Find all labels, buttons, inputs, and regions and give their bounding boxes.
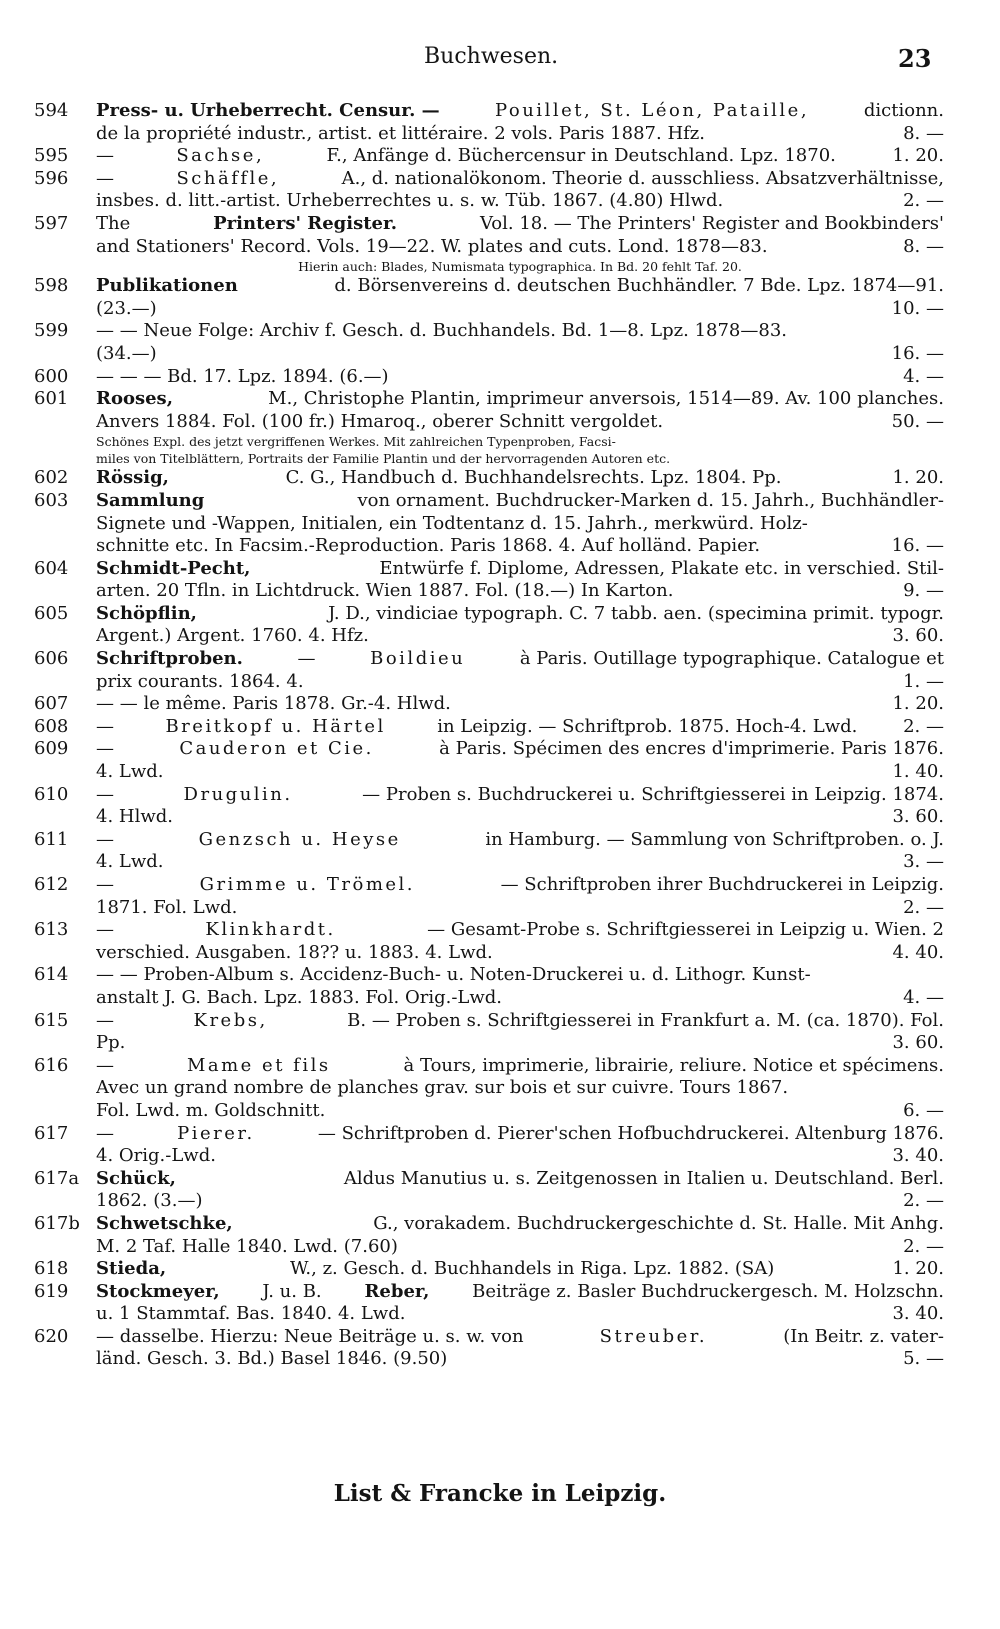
entry-line xyxy=(96,411,944,434)
entry-text: miles von Titelblättern, Portraits der Familie Plantin und der hervorragenden Autoren etc. xyxy=(96,451,671,467)
spaced-name-text: Breitkopf u. Härtel xyxy=(165,715,386,737)
entry-line xyxy=(96,1077,944,1100)
entry-line xyxy=(96,145,944,168)
entry-number: 611 xyxy=(34,828,69,850)
entry-text: 1. 20. xyxy=(892,467,944,489)
entry-line xyxy=(96,1055,944,1078)
entry-text: de la propriété industr., artist. et littéraire. 2 vols. Paris 1887. Hfz. xyxy=(96,122,706,144)
entry-text: W., z. Gesch. d. Buchhandels in Riga. Lpz. 1882. (SA) xyxy=(284,1258,775,1280)
spaced-name-text: Pouillet, St. Léon, Pataille, xyxy=(495,100,810,121)
page-number: 23 xyxy=(898,44,932,73)
entry-line xyxy=(96,806,944,829)
entry-text: 3. 60. xyxy=(892,625,944,647)
entry-text: — xyxy=(96,1054,120,1076)
entry-text: Argent.) Argent. 1760. 4. Hfz. xyxy=(96,625,369,647)
entry-text: 2. — xyxy=(903,1190,944,1212)
entry-line xyxy=(96,190,944,213)
entry-heading-text: Schöpflin, xyxy=(96,602,197,624)
catalog-entry xyxy=(0,467,944,490)
entry-text: 1871. Fol. Lwd. xyxy=(96,896,238,918)
entry-line xyxy=(96,738,944,761)
entry-number: 607 xyxy=(34,693,69,715)
running-title: Buchwesen. xyxy=(424,44,559,69)
entry-text: Fol. Lwd. m. Goldschnitt. xyxy=(96,1099,326,1121)
entry-line xyxy=(96,648,944,671)
entry-text: Avec un grand nombre de planches grav. sur bois et sur cuivre. Tours 1867. xyxy=(96,1077,789,1099)
entry-text: 8. — xyxy=(903,122,944,144)
entry-heading-text: Printers' Register. xyxy=(213,212,398,234)
entry-text: 1. — xyxy=(903,670,944,692)
catalog-entry xyxy=(0,1213,944,1258)
entry-line xyxy=(96,625,944,648)
catalog-entry xyxy=(0,1281,944,1326)
entry-number: 619 xyxy=(34,1280,69,1302)
entry-line xyxy=(96,580,944,603)
spaced-name-text: Mame et fils xyxy=(186,1054,331,1076)
entry-text: — xyxy=(96,828,120,850)
entry-text: dictionn. xyxy=(858,100,944,121)
entry-line xyxy=(96,1281,944,1304)
entry-text: — xyxy=(96,167,120,189)
entry-line xyxy=(96,1100,944,1123)
entry-text: A., d. nationalökonom. Theorie d. ausschliess. Absatzverhältnisse, xyxy=(335,167,944,189)
entry-text: (In Beitr. z. vater- xyxy=(777,1325,944,1347)
entry-text: Anvers 1884. Fol. (100 fr.) Hmaroq., oberer Schnitt vergoldet. xyxy=(96,410,664,432)
entry-line xyxy=(96,693,944,716)
catalog-entry xyxy=(0,275,944,320)
catalog-entry xyxy=(0,1168,944,1213)
entry-text: Beiträge z. Basler Buchdruckergesch. M. Holzschn. xyxy=(466,1280,944,1302)
entry-line xyxy=(96,433,944,450)
entry-heading-text: Stockmeyer, xyxy=(96,1280,220,1302)
entry-text: 2. — xyxy=(903,190,944,212)
publisher-imprint: List & Francke in Leipzig. xyxy=(333,1480,667,1507)
catalog-entry xyxy=(0,388,944,433)
entry-text: C. G., Handbuch d. Buchhandelsrechts. Lpz. 1804. Pp. xyxy=(279,467,782,489)
entry-number: 609 xyxy=(34,738,69,760)
entry-line xyxy=(96,535,944,558)
entry-text: — Schriftproben ihrer Buchdruckerei in Leipzig. xyxy=(494,874,944,895)
catalog-entry xyxy=(0,716,944,739)
spaced-name-text: Cauderon et Cie. xyxy=(179,738,374,760)
entry-line xyxy=(96,784,944,807)
entry-line xyxy=(96,388,944,411)
entry-number: 613 xyxy=(34,919,69,941)
entry-number: 620 xyxy=(34,1325,69,1347)
entry-text: à Tours, imprimerie, librairie, reliure. Notice et spécimens. xyxy=(397,1054,944,1076)
entry-text: 4. 40. xyxy=(892,941,944,963)
entry-text: in Hamburg. — Sammlung von Schriftproben. o. J. xyxy=(479,828,944,850)
catalog-entry xyxy=(0,168,944,213)
entry-text: 4. Orig.-Lwd. xyxy=(96,1145,216,1167)
entry-line xyxy=(96,987,944,1010)
entry-text: (23.—) xyxy=(96,297,157,319)
page-footer xyxy=(0,1480,1000,1507)
entry-line xyxy=(96,1236,944,1259)
entry-text: 16. — xyxy=(891,342,944,364)
entry-line xyxy=(96,603,944,626)
entry-line xyxy=(96,942,944,965)
entry-text: Aldus Manutius u. s. Zeitgenossen in Italien u. Deutschland. Berl. xyxy=(338,1167,944,1189)
entry-line xyxy=(96,874,944,897)
entry-number: 598 xyxy=(34,275,69,297)
entry-number: 615 xyxy=(34,1009,69,1031)
entry-text: (34.—) xyxy=(96,342,157,364)
entry-number: 617 xyxy=(34,1122,69,1144)
entry-line xyxy=(96,450,944,467)
spaced-name-text: Grimme u. Trömel. xyxy=(199,874,416,895)
entry-heading-text: Rooses, xyxy=(96,388,173,410)
entry-line xyxy=(96,213,944,236)
entry-text: J. D., vindiciae typograph. C. 7 tabb. aen. (specimina primit. typogr. xyxy=(322,602,944,624)
entry-number: 614 xyxy=(34,964,69,986)
entry-line xyxy=(96,1326,944,1349)
entry-line xyxy=(96,320,944,343)
catalog-entry xyxy=(0,1258,944,1281)
entry-number: 617b xyxy=(34,1212,80,1234)
catalog-entry xyxy=(0,648,944,693)
entry-line xyxy=(96,1348,944,1371)
entry-line xyxy=(96,1123,944,1146)
entry-text: — xyxy=(96,874,120,895)
entry-text: 1. 40. xyxy=(892,761,944,783)
entry-text: Signete und -Wappen, Initialen, ein Todtentanz d. 15. Jahrh., merkwürd. Holz- xyxy=(96,512,808,534)
entry-number: 616 xyxy=(34,1054,69,1076)
entry-line xyxy=(96,919,944,942)
catalog-entry xyxy=(0,490,944,558)
entry-text: 8. — xyxy=(903,235,944,257)
entry-text: 2. — xyxy=(903,715,944,737)
entry-heading-text: Publikationen xyxy=(96,275,238,297)
entry-line xyxy=(96,1168,944,1191)
entry-text: 3. 60. xyxy=(892,1032,944,1054)
entry-text: B. — Proben s. Schriftgiesserei in Frankfurt a. M. (ca. 1870). Fol. xyxy=(341,1009,944,1031)
entry-number: 606 xyxy=(34,648,69,670)
catalog-entry xyxy=(0,1326,944,1371)
spaced-name-text: Boildieu xyxy=(370,648,466,670)
entry-number: 601 xyxy=(34,388,69,410)
entry-line xyxy=(96,964,944,987)
catalog-entry xyxy=(0,784,944,829)
entry-line xyxy=(96,168,944,191)
entry-line xyxy=(96,123,944,146)
entry-text: G., vorakadem. Buchdruckergeschichte d. St. Halle. Mit Anhg. xyxy=(367,1212,944,1234)
entry-line xyxy=(96,275,944,298)
entry-number: 594 xyxy=(34,100,69,121)
entry-text: Hierin auch: Blades, Numismata typographica. In Bd. 20 fehlt Taf. 20. xyxy=(298,259,742,275)
entry-number: 610 xyxy=(34,783,69,805)
entry-line xyxy=(96,1032,944,1055)
catalog-entries xyxy=(0,100,1000,1371)
entry-line xyxy=(96,829,944,852)
entry-line xyxy=(96,236,944,259)
entry-number: 618 xyxy=(34,1258,69,1280)
entry-text: — xyxy=(96,919,120,941)
entry-line xyxy=(96,671,944,694)
entry-text: 4. — xyxy=(903,986,944,1008)
entry-heading-text: Schmidt-Pecht, xyxy=(96,557,251,579)
entry-number: 605 xyxy=(34,602,69,624)
entry-line xyxy=(96,558,944,581)
entry-line xyxy=(96,1145,944,1168)
entry-line xyxy=(96,100,944,123)
entry-line xyxy=(96,258,944,275)
entry-line xyxy=(96,298,944,321)
entry-text: 1. 20. xyxy=(892,693,944,715)
entry-text: 9. — xyxy=(903,580,944,602)
catalog-entry xyxy=(0,1123,944,1168)
entry-line xyxy=(96,1258,944,1281)
entry-line xyxy=(96,1303,944,1326)
catalog-entry xyxy=(0,919,944,964)
entry-heading-text: Press- u. Urheberrecht. Censur. — xyxy=(96,100,446,121)
entry-text: von ornament. Buchdrucker-Marken d. 15. Jahrh., Buchhändler- xyxy=(351,489,944,511)
entry-text: M. 2 Taf. Halle 1840. Lwd. (7.60) xyxy=(96,1235,398,1257)
spaced-name-text: Pierer. xyxy=(177,1122,255,1144)
entry-text: — xyxy=(96,1009,120,1031)
catalog-entry xyxy=(0,320,944,365)
entry-text: 6. — xyxy=(903,1099,944,1121)
entry-text: 3. — xyxy=(903,851,944,873)
spaced-name-text: Sachse, xyxy=(176,145,265,167)
entry-text: in Leipzig. — Schriftprob. 1875. Hoch-4. Lwd. xyxy=(431,715,858,737)
entry-text: 2. — xyxy=(903,896,944,918)
entry-heading-text: Reber, xyxy=(364,1280,430,1302)
entry-text: 5. — xyxy=(903,1348,944,1370)
entry-line xyxy=(96,761,944,784)
entry-heading-text: Schwetschke, xyxy=(96,1212,233,1234)
entry-text: d. Börsenvereins d. deutschen Buchhändler. 7 Bde. Lpz. 1874—91. xyxy=(328,275,944,297)
catalog-entry xyxy=(0,738,944,783)
entry-text: prix courants. 1864. 4. xyxy=(96,670,304,692)
entry-text: — xyxy=(96,145,120,167)
entry-heading-text: Rössig, xyxy=(96,467,169,489)
catalog-entry xyxy=(0,100,944,145)
entry-text: and Stationers' Record. Vols. 19—22. W. plates and cuts. Lond. 1878—83. xyxy=(96,235,768,257)
spaced-name-text: Krebs, xyxy=(193,1009,268,1031)
entry-number: 595 xyxy=(34,145,69,167)
entry-text: 4. Hlwd. xyxy=(96,806,174,828)
entry-line xyxy=(96,1190,944,1213)
catalog-entry xyxy=(0,1055,944,1123)
spaced-name-text: Klinkhardt. xyxy=(205,919,336,941)
catalog-note xyxy=(0,258,944,275)
catalog-entry xyxy=(0,693,944,716)
entry-text: anstalt J. G. Bach. Lpz. 1883. Fol. Orig.-Lwd. xyxy=(96,986,503,1008)
entry-line xyxy=(96,366,944,389)
spaced-name-text: Schäffle, xyxy=(176,167,280,189)
spaced-name-text: Genzsch u. Heyse xyxy=(198,828,401,850)
entry-line xyxy=(96,1010,944,1033)
entry-text: — xyxy=(291,648,322,670)
entry-text: 3. 40. xyxy=(892,1303,944,1325)
catalog-note xyxy=(0,433,944,467)
entry-text: 3. 40. xyxy=(892,1145,944,1167)
entry-line xyxy=(96,1213,944,1236)
entry-text: 50. — xyxy=(891,410,944,432)
entry-text: arten. 20 Tfln. in Lichtdruck. Wien 1887. Fol. (18.—) In Karton. xyxy=(96,580,674,602)
entry-text: — — le même. Paris 1878. Gr.-4. Hlwd. xyxy=(96,693,451,715)
entry-heading-text: Sammlung xyxy=(96,489,205,511)
catalog-entry xyxy=(0,829,944,874)
entry-number: 604 xyxy=(34,557,69,579)
entry-text: 4. Lwd. xyxy=(96,761,164,783)
entry-text: u. 1 Stammtaf. Bas. 1840. 4. Lwd. xyxy=(96,1303,406,1325)
entry-text: schnitte etc. In Facsim.-Reproduction. Paris 1868. 4. Auf holländ. Papier. xyxy=(96,535,761,557)
catalog-entry xyxy=(0,1010,944,1055)
entry-text: verschied. Ausgaben. 18?? u. 1883. 4. Lwd. xyxy=(96,941,493,963)
entry-text: 1. 20. xyxy=(892,145,944,167)
entry-text: — xyxy=(96,783,120,805)
catalog-entry xyxy=(0,145,944,168)
entry-heading-text: Stieda, xyxy=(96,1258,167,1280)
entry-text: Vol. 18. — The Printers' Register and Bookbinders' xyxy=(474,212,944,234)
entry-text: J. u. B. xyxy=(256,1280,328,1302)
entry-number: 612 xyxy=(34,874,69,895)
page-header xyxy=(0,38,1000,82)
entry-number: 617a xyxy=(34,1167,80,1189)
entry-line xyxy=(96,343,944,366)
entry-number: 603 xyxy=(34,489,69,511)
entry-text: — Schriftproben d. Pierer'schen Hofbuchdruckerei. Altenburg 1876. xyxy=(312,1122,944,1144)
entry-line xyxy=(96,716,944,739)
entry-text: — — Neue Folge: Archiv f. Gesch. d. Buchhandels. Bd. 1—8. Lpz. 1878—83. xyxy=(96,320,788,342)
entry-text: F., Anfänge d. Büchercensur in Deutschland. Lpz. 1870. xyxy=(320,145,836,167)
entry-line xyxy=(96,851,944,874)
entry-text: — dasselbe. Hierzu: Neue Beiträge u. s. w. von xyxy=(96,1325,530,1347)
entry-line xyxy=(96,490,944,513)
entry-number: 608 xyxy=(34,715,69,737)
spaced-name-text: Streuber. xyxy=(599,1325,708,1347)
entry-text: à Paris. Outillage typographique. Catalogue et xyxy=(514,648,944,670)
entry-text: 2. — xyxy=(903,1235,944,1257)
entry-line xyxy=(96,467,944,490)
entry-text: — Gesamt-Probe s. Schriftgiesserei in Leipzig u. Wien. 2 xyxy=(421,919,944,941)
entry-text: — xyxy=(96,1122,120,1144)
entry-number: 600 xyxy=(34,365,69,387)
entry-number: 597 xyxy=(34,212,69,234)
entry-text: 1862. (3.—) xyxy=(96,1190,203,1212)
spaced-name-text: Drugulin. xyxy=(183,783,293,805)
entry-heading-text: Schriftproben. xyxy=(96,648,243,670)
entry-text: Entwürfe f. Diplome, Adressen, Plakate etc. in verschied. Stil- xyxy=(373,557,944,579)
entry-text: 16. — xyxy=(891,535,944,557)
catalog-entry xyxy=(0,964,944,1009)
entry-line xyxy=(96,897,944,920)
catalog-entry xyxy=(0,874,944,919)
entry-number: 602 xyxy=(34,467,69,489)
entry-text: — xyxy=(96,715,120,737)
entry-text: The xyxy=(96,212,136,234)
entry-text: M., Christophe Plantin, imprimeur anversois, 1514—89. Av. 100 planches. xyxy=(262,388,944,410)
entry-text: — Proben s. Buchdruckerei u. Schriftgiesserei in Leipzig. 1874. xyxy=(356,783,944,805)
catalog-entry xyxy=(0,603,944,648)
entry-number: 596 xyxy=(34,167,69,189)
entry-heading-text: Schück, xyxy=(96,1167,176,1189)
entry-text: Pp. xyxy=(96,1032,126,1054)
entry-text: länd. Gesch. 3. Bd.) Basel 1846. (9.50) xyxy=(96,1348,448,1370)
entry-text: — — Proben-Album s. Accidenz-Buch- u. Noten-Druckerei u. d. Lithogr. Kunst- xyxy=(96,964,811,986)
entry-text: 10. — xyxy=(891,297,944,319)
entry-text: 3. 60. xyxy=(892,806,944,828)
entry-text: — — — Bd. 17. Lpz. 1894. (6.—) xyxy=(96,365,389,387)
entry-text: Schönes Expl. des jetzt vergriffenen Werkes. Mit zahlreichen Typenproben, Facsi- xyxy=(96,434,616,450)
entry-text: insbes. d. litt.-artist. Urheberrechtes u. s. w. Tüb. 1867. (4.80) Hlwd. xyxy=(96,190,724,212)
entry-text: — xyxy=(96,738,120,760)
catalog-entry xyxy=(0,558,944,603)
entry-text: 1. 20. xyxy=(892,1258,944,1280)
entry-text: 4. — xyxy=(903,365,944,387)
catalog-entry xyxy=(0,213,944,258)
entry-number: 599 xyxy=(34,320,69,342)
entry-text: 4. Lwd. xyxy=(96,851,164,873)
entry-line xyxy=(96,513,944,536)
catalog-entry xyxy=(0,366,944,389)
entry-text: à Paris. Spécimen des encres d'imprimerie. Paris 1876. xyxy=(433,738,944,760)
